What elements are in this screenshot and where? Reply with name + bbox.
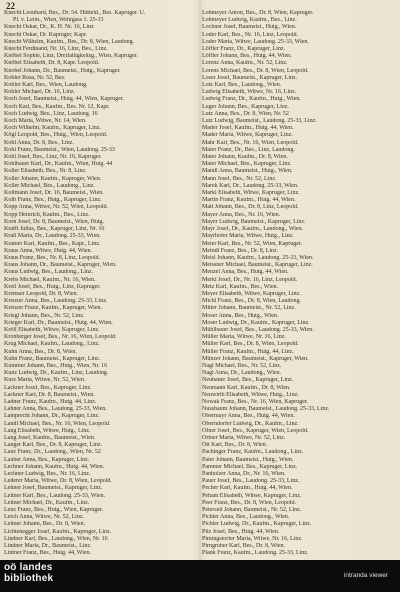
directory-entry: Löffler Johann, Bes., Hutg. 44, Wien. — [202, 53, 292, 60]
directory-entry: Ludwig Franz, Dr., Kaufm., Hutg., Wien. — [202, 96, 301, 103]
right-column — [202, 10, 398, 558]
directory-entry: Koch Karl, Bes., Kaufm., Bes. Nr. 12, Kapr. — [4, 103, 110, 110]
directory-entry: Ladner Franz, Kaufm., Hutg. 44, Linz. — [4, 398, 97, 405]
directory-entry: Neumann Karl, Kaufm., Dr. 8, Wien. — [202, 384, 291, 391]
directory-entry: Müller Maria, Witwe, Nr. 16, Linz. — [202, 334, 286, 341]
directory-entry: Kohlbauer Karl, Dr., Kaufm., Wien, Hutg. 44 — [4, 161, 113, 168]
directory-entry: Kraus Franz, Bes., Nr. 8, Linz, Leopold. — [4, 254, 100, 261]
library-logo[interactable] — [4, 562, 74, 590]
directory-entry: Kurz Maria, Witwe, Nr. 52, Wien. — [4, 377, 86, 384]
directory-entry: Loder Maria, Witwe, Laudong. 25-33, Wien. — [202, 38, 309, 45]
viewer-label[interactable]: intranda viewer — [343, 572, 388, 579]
directory-entry: Neuwirth Elisabeth, Witwe, Hutg., Linz. — [202, 391, 299, 398]
directory-entry: Paier Johann, Baumeist., Hutg., Wien. — [202, 456, 294, 463]
directory-entry: Koller Michael, Bes., Laudong., Linz. — [4, 182, 95, 189]
directory-entry: Leitner Karl, Bes., Laudong. 25-33, Wien. — [4, 492, 105, 499]
directory-entry: Martin Franz, Kaufm., Hutg. 44, Wien. — [202, 197, 296, 204]
directory-entry: Knecht Ferdinand, Nr. 16, Linz, Bes., Linz. — [4, 46, 108, 53]
logo-line-2: bibliothek — [4, 573, 54, 584]
directory-entry: Lechner Ludwig, Bes., Nr. 16, Linz. — [4, 471, 91, 477]
directory-entry: Luger Johann, Bes., Kapruger, Linz. — [202, 103, 289, 110]
directory-entry: Kronberger Josef, Bes., Nr. 16, Wien, Leopold. — [4, 334, 117, 341]
directory-entry: Krall Maria, Dr., Laudong. 25-33, Wien. — [4, 233, 101, 240]
directory-entry: Mahr Karl, Bes., Nr. 16, Wien, Leopold. — [202, 139, 299, 146]
directory-entry: Mayer Anna, Bes., Nr. 16, Wien. — [202, 211, 281, 218]
directory-entry: Mayrhofer Maria, Witwe, Hutg., Linz. — [202, 233, 294, 240]
directory-entry: Knecht Oskar, Dr. Kapruger, Kapr. — [4, 31, 88, 38]
directory-entry: Pirngruber Karl, Bes., Dr. 8, Wien. — [202, 543, 286, 550]
directory-entry: Nowak Franz, Bes., Nr. 16, Wien, Kapruger. — [202, 398, 309, 405]
viewer-footer — [0, 560, 400, 592]
directory-entry: Pichler Anna, Bes., Laudong., Wien. — [202, 514, 290, 521]
directory-entry: Lindner Maria, Dr., Baumeist., Linz. — [4, 543, 92, 550]
directory-entry: Leitner Michael, Dr., Kaufm., Linz. — [4, 499, 90, 506]
directory-entry: Mandl Anna, Baumeist., Hutg., Wien. — [202, 168, 293, 175]
directory-entry: Koch Ludwig, Bes., Linz, Laudong. 16 — [4, 110, 98, 117]
directory-entry: Pilz Josef, Bes., Hutg. 44, Wien. — [202, 528, 280, 535]
directory-entry: Meisl Johann, Kaufm., Laudong. 25-33, Wien. — [202, 254, 314, 261]
directory-entry: Michl Franz, Bes., Dr. 8, Wien, Laudong. — [202, 298, 302, 305]
directory-entry: Lackner Josef, Bes., Kapruger, Linz. — [4, 384, 92, 391]
directory-entry: Lutz Anna, Bes., Dr. 8, Wien, Nr. 52 — [202, 110, 289, 117]
left-column — [4, 10, 200, 558]
directory-entry: Lindner Karl, Bes., Laudong., Wien, Nr. 16 — [4, 535, 108, 542]
directory-entry: Maier Michael, Bes., Kapruger, Linz. — [202, 161, 292, 168]
directory-entry: Ott Karl, Bes., Dr. 8, Wien. — [202, 442, 268, 449]
directory-entry: Krebs Michael, Kaufm., Nr. 16, Wien. — [4, 276, 96, 283]
directory-entry: Knecht Wilhelm, Kaufm., Bes., Dr. 8, Wien, Laudong. — [4, 38, 135, 45]
directory-entry: Lichtenegger Josef, Kaufm., Kapruger, Linz. — [4, 528, 112, 535]
directory-entry: Kohl Franz, Baumeist., Wien, Laudong. 25-33 — [4, 146, 115, 153]
directory-entry: Peer Franz, Bes., Dr. 8, Wien, Leopold. — [202, 499, 296, 506]
directory-entry: Kuhn Anna, Bes., Dr. 8, Wien. — [4, 348, 77, 355]
directory-entry: Kolb Franz, Bes., Hutg., Kapruger, Linz. — [4, 197, 102, 204]
directory-entry: Löffler Franz, Dr., Kapruger, Linz. — [202, 46, 286, 53]
directory-entry: Pammer Michael, Bes., Kapruger, Linz. — [202, 463, 298, 470]
directory-entry: Peham Elisabeth, Witwe, Kapruger, Linz. — [202, 492, 302, 499]
directory-entry: Loser Josef, Baumeist., Kapruger, Linz. — [202, 74, 298, 81]
directory-entry: Koller Elisabeth, Bes., Nr. 8, Linz. — [4, 168, 87, 175]
directory-entry: Lochner Josef, Baumeist., Hutg., Wien. — [202, 24, 297, 31]
directory-entry: Menzel Anna, Bes., Hutg. 44, Wien. — [202, 269, 289, 276]
directory-entry: Kobler Michael, Dr. 16, Linz. — [4, 89, 75, 96]
directory-entry: Mader Josef, Kaufm., Hutg. 44, Wien. — [202, 125, 294, 132]
directory-entry: Lorenz Anna, Kaufm., Nr. 52, Linz. — [202, 60, 288, 67]
directory-entry: Koch Maria, Witwe, Nr. 14, Wien. — [4, 118, 87, 125]
directory-entry: Meissner Michael, Baumeist., Kapruger, Linz. — [202, 262, 313, 269]
directory-entry: Maier Franz, Dr., Bes., Linz, Laudong. — [202, 146, 295, 153]
directory-entry: Langer Karl, Bes., Dr. 8, Kapruger, Linz. — [4, 442, 103, 449]
directory-entry: Mayr Josef, Dr., Kaufm., Laudong., Wien. — [202, 226, 304, 233]
directory-entry: Kobler Rosa, Nr. 52, Bes. — [4, 74, 66, 81]
directory-entry: Lobmeyer Anton, Bes., Dr. 8, Wien, Kapruger. — [202, 10, 314, 16]
directory-entry: Kunz Ludwig, Dr., Kaufm., Linz, Laudong. — [4, 370, 109, 377]
directory-entry: Kögl Leopold, Bes., Hutg., Wien, Leopold. — [4, 132, 108, 139]
directory-entry: Mitter Johann, Baumeist., Nr. 52, Linz. — [202, 305, 296, 312]
directory-entry: Kreil Josef, Bes., Hutg., Linz, Kapruger. — [4, 283, 101, 290]
directory-entry: Lauber Anna, Bes., Kapruger, Linz. — [4, 456, 90, 463]
logo-line-1: oö landes — [4, 562, 53, 573]
directory-entry: Kobler Karl, Bes., Wien, Laudong. — [4, 82, 88, 89]
directory-entry: Meindl Franz, Bes., Dr. 8, Linz. — [202, 247, 279, 254]
directory-entry: Kriegl Johann, Bes., Nr. 52, Linz. — [4, 312, 85, 319]
directory-entry: Kraus Anna, Witwe, Hutg. 44, Wien. — [4, 247, 92, 254]
directory-entry: Lanz Franz, Dr., Laudong., Wien, Nr. 52 — [4, 449, 101, 456]
directory-entry: Meyer Elisabeth, Witwe, Kapruger, Linz. — [202, 290, 301, 297]
directory-entry: Kohl Anna, Dr. 8, Bes., Linz. — [4, 139, 74, 146]
directory-entry: Kollmann Josef, Dr. 16, Baumeist., Wien. — [4, 190, 104, 197]
directory-entry: Krafft Julius, Bes., Kapruger, Linz, Nr. 16 — [4, 226, 105, 233]
directory-entry: Kopp Anna, Witwe, Nr. 52, Wien, Leopold. — [4, 204, 108, 211]
directory-entry: Kreuzer Franz, Kaufm., Kapruger, Wien. — [4, 305, 102, 312]
directory-entry: Pecher Karl, Kaufm., Hutg. 44, Wien. — [202, 485, 293, 492]
directory-entry: Lotz Karl, Bes., Laudong., Wien. — [202, 82, 282, 89]
directory-entry: Korn Josef, Dr. 8, Baumeist., Wien, Hutg. — [4, 218, 104, 225]
directory-entry: Kreuzer Anna, Bes., Laudong. 25-33, Linz. — [4, 298, 108, 305]
directory-entry: Kummer Johann, Bes., Hutg., Wien, Nr. 16 — [4, 362, 108, 369]
directory-entry: Knecht Oskar, Dr., K. H. Nr. 16, Linz — [4, 24, 94, 31]
directory-entry: Knöbel Sophie, Linz, Dreifaltigkeitsg., Wien, Kapruger. — [4, 53, 138, 60]
directory-entry: Pachinger Franz, Kaufm., Laudong., Linz. — [202, 449, 304, 456]
directory-entry: Moser Ludwig, Dr., Kaufm., Kapruger, Linz. — [202, 319, 310, 326]
directory-entry: Kremser Leopold, Dr. 8, Wien. — [4, 290, 79, 297]
directory-entry: Lenz Franz, Bes., Hutg., Wien, Kapruger. — [4, 507, 104, 514]
directory-entry: Lorenz Michael, Bes., Dr. 8, Wien, Leopold. — [202, 67, 309, 74]
directory-entry: Krieger Karl, Dr., Baumeist., Hutg. 44, Wien. — [4, 319, 113, 326]
directory-entry: Merkl Josef, Dr., Nr. 16, Linz, Leopold. — [202, 276, 297, 283]
directory-entry: Müller Franz, Kaufm., Hutg. 44, Linz. — [202, 348, 294, 355]
directory-entry: Peterseil Johann, Baumeist., Nr. 52, Linz. — [202, 507, 302, 514]
directory-entry: Kraus Johann, Dr., Baumeist., Kapruger, Wien. — [4, 262, 117, 269]
directory-entry: Mann Josef, Bes., Nr. 52, Linz. — [202, 175, 277, 182]
directory-entry: Pichler Ludwig, Dr., Kaufm., Kapruger, Linz. — [202, 521, 312, 528]
directory-entry: Koller Johann, Kaufm., Kapruger, Wien. — [4, 175, 102, 182]
directory-entry: Metz Karl, Kaufm., Bes., Wien. — [202, 283, 278, 290]
page-number: 22 — [6, 1, 15, 11]
directory-entry: Lahner Anna, Bes., Laudong. 25-33, Wien. — [4, 406, 107, 413]
directory-entry: Lerch Anna, Witwe, Nr. 52, Linz. — [4, 514, 84, 521]
directory-entry: Lackner Karl, Dr. 8, Baumeist., Wien. — [4, 391, 95, 398]
directory-entry: Lintner Franz, Bes., Hutg. 44, Wien. — [4, 550, 92, 557]
directory-entry: Pimingstorfer Maria, Witwe, Nr. 16, Linz. — [202, 535, 303, 542]
directory-entry: Kröll Elisabeth, Witwe, Kapruger, Linz. — [4, 326, 100, 333]
directory-entry: Lutz Ludwig, Baumeist., Laudong. 25-33, Linz. — [202, 118, 317, 125]
directory-entry: Kohl Josef, Bes., Linz, Nr. 16, Kapruger. — [4, 154, 102, 161]
directory-entry: Maier Johann, Kaufm., Dr. 8, Wien. — [202, 154, 288, 161]
directory-entry: Meier Karl, Bes., Nr. 52, Wien, Kapruger. — [202, 240, 302, 247]
directory-entry: Ortner Maria, Witwe, Nr. 52, Linz. — [202, 434, 286, 441]
directory-entry: Lamprecht Johann, Dr., Kapruger, Linz. — [4, 413, 100, 420]
directory-entry: Ofner Josef, Bes., Kapruger, Wien, Leopold. — [202, 427, 309, 434]
directory-entry: Matt Johann, Bes., Dr. 8, Linz, Leopold. — [202, 204, 299, 211]
directory-entry: Mayer Ludwig, Baumeist., Kapruger, Linz. — [202, 218, 306, 225]
directory-entry: Obermayr Anna, Bes., Hutg. 44, Wien. — [202, 413, 295, 420]
directory-entry: Lechner Johann, Kaufm., Hutg. 44, Wien. — [4, 463, 105, 470]
directory-entry: Koch Wilhelm, Kaufm., Kapruger, Linz. — [4, 125, 101, 132]
directory-entry: Neubauer Josef, Bes., Kapruger, Linz. — [202, 377, 294, 384]
directory-entry: Münzer Johann, Baumeist., Kapruger, Wien. — [202, 355, 309, 362]
directory-entry: Moser Anna, Bes., Hutg., Wien. — [202, 312, 279, 319]
directory-entry: Lang Elisabeth, Witwe, Hutg., Linz. — [4, 427, 91, 434]
directory-entry: Ludwig Elisabeth, Witwe, Nr. 16, Linz. — [202, 89, 297, 96]
directory-entry: Müller Karl, Bes., Dr. 8, Wien, Leopold. — [202, 341, 299, 348]
directory-entry: Nagl Anna, Dr., Laudong., Wien. — [202, 370, 281, 377]
directory-entry: Plank Franz, Kaufm., Laudong. 25-33, Linz. — [202, 550, 309, 557]
directory-entry: Knöbel Elisabeth, Dr. 8, Kapr. Leopold. — [4, 60, 100, 67]
directory-entry: Markl Elisabeth, Witwe, Kapruger, Linz. — [202, 190, 300, 197]
directory-entry: Lettner Johann, Bes., Dr. 8, Wien. — [4, 521, 86, 528]
directory-entry: Mühlbauer Josef, Bes., Laudong. 25-33, Wien. — [202, 326, 314, 333]
directory-entry: Lederer Maria, Witwe, Dr. 8, Wien, Leopold. — [4, 478, 112, 485]
directory-entry: Lehner Josef, Baumeist., Kapruger, Linz. — [4, 485, 103, 492]
directory-entry: Koch Josef, Baumeist., Hutg. 44, Wien, Kapruger. — [4, 96, 124, 103]
directory-entry: Kopp Heinrich, Kaufm., Bes., Linz. — [4, 211, 90, 218]
directory-entry: Lang Josef, Kaufm., Baumeist., Wien. — [4, 434, 96, 441]
directory-entry: Landl Michael, Bes., Nr. 16, Wien, Leopold. — [4, 420, 111, 427]
directory-entry: Nussbaum Johann, Baumeist., Laudong. 25-33, Linz. — [202, 406, 330, 413]
directory-entry: Loder Karl, Bes., Nr. 16, Linz, Leopold. — [202, 31, 298, 38]
directory-entry: Pl. v. Leim., Wien, Wehrgass 1. 25-33 — [13, 17, 104, 24]
directory-entry: Lobmeyer Ludwig, Kaufm., Bes., Linz. — [202, 17, 297, 24]
directory-entry: Krug Michael, Kaufm., Laudong., Linz. — [4, 341, 100, 348]
directory-entry: Kramer Karl, Kaufm., Bes., Kapr., Linz. — [4, 240, 101, 247]
directory-entry: Panholzer Anna, Dr., Nr. 16, Wien. — [202, 471, 286, 477]
directory-entry: Knecht Leonhard, Bes., Dr. 54. Hütteld., Bes. Kapruger. U. — [4, 10, 146, 16]
directory-entry: Nagl Michael, Bes., Nr. 52, Linz. — [202, 362, 282, 369]
directory-entry: Mader Maria, Witwe, Kapruger, Linz. — [202, 132, 293, 139]
directory-entry: Kraus Ludwig, Bes., Laudong., Linz. — [4, 269, 93, 276]
directory-entry: Knobel Johann, Dr., Baumeist., Hutg., Kapruger. — [4, 67, 121, 74]
directory-entry: Oberndorfer Ludwig, Dr., Kaufm., Linz. — [202, 420, 299, 427]
directory-entry: Marek Karl, Dr., Laudong. 25-33, Wien. — [202, 182, 299, 189]
directory-entry: Kuhn Franz, Baumeist., Kapruger, Linz. — [4, 355, 101, 362]
directory-entry: Pauer Josef, Bes., Laudong. 25-33, Linz. — [202, 478, 300, 485]
